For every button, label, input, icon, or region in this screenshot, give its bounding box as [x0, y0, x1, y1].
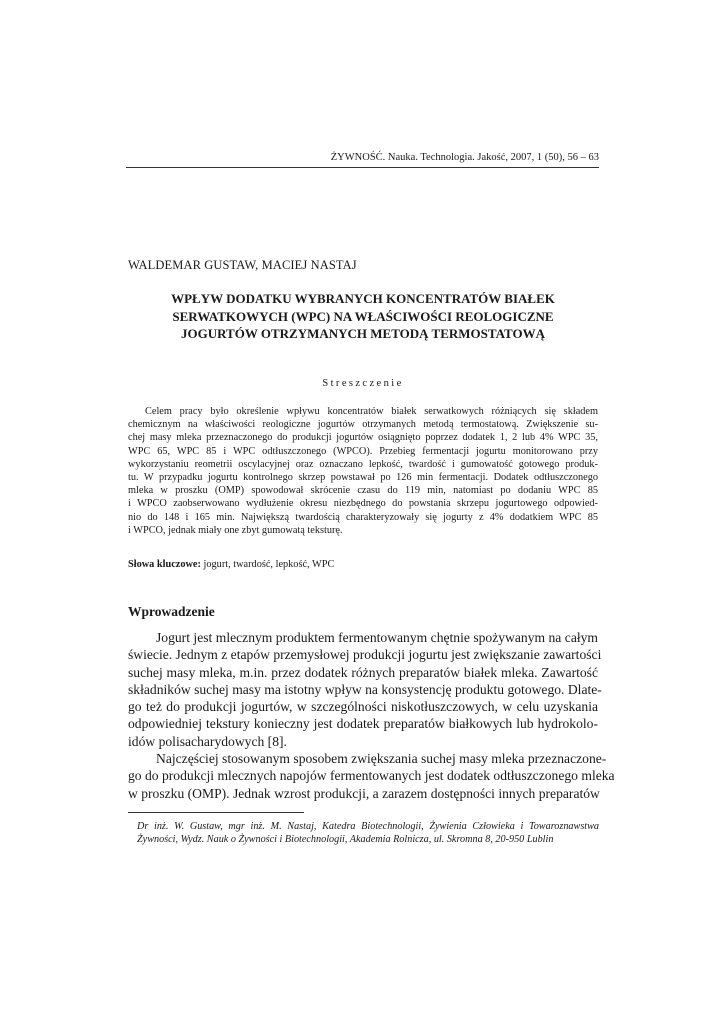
keywords [128, 558, 598, 571]
keywords-label: Słowa kluczowe: [128, 559, 201, 570]
abstract-line: i WPCO, jednak miały one zbyt gumowatą teksturę. [128, 524, 343, 536]
section-title: Wprowadzenie [128, 604, 215, 619]
title-line: SERWATKOWYCH (WPC) NA WŁAŚCIWOŚCI REOLOGICZNE [172, 308, 554, 324]
authors: WALDEMAR GUSTAW, MACIEJ NASTAJ [128, 258, 357, 272]
paragraph-line: go też do produkcji jogurtów, w szczególności niskotłuszczowych, w celu uzyskania [128, 699, 598, 715]
footnote-line: Żywności, Wydz. Nauk o Żywności i Biotechnologii, Akademia Rolnicza, ul. Skromna 8, 20-950 Lublin [137, 834, 554, 845]
abstract-line: mleka w proszku (OMP) spowodował skrócenie czasu do 119 min, natomiast po dodaniu WPC 85 [128, 485, 598, 497]
paragraph-line: Najczęściej stosowanym sposobem zwiększania suchej masy mleka przeznaczone- [156, 751, 607, 767]
footnote-line: Dr inż. W. Gustaw, mgr inż. M. Nastaj, Katedra Biotechnologii, Żywienia Człowieka i Towaroznawstwa [137, 821, 599, 832]
abstract-heading: Streszczenie [322, 378, 404, 389]
abstract-line: chej masy mleka przeznaczonego do produkcji jogurtów osiągnięto poprzez dodatek 1, 2 lub 4% WPC 35, [128, 432, 598, 444]
abstract [128, 405, 598, 537]
journal-citation: ŻYWNOŚĆ. Nauka. Technologia. Jakość, 2007, 1 (50), 56 – 63 [330, 152, 599, 163]
paragraph-line: suchej masy mleka, m.in. przez dodatek różnych preparatów białek mleka. Zawartość [128, 664, 598, 680]
paragraph-line: świecie. Jednym z etapów przemysłowej produkcji jogurtu jest zwiększanie zawartości [128, 647, 602, 663]
running-header [126, 151, 599, 168]
abstract-line: Celem pracy było określenie wpływu koncentratów białek serwatkowych różniących się składem [145, 406, 598, 417]
paragraph-line: składników suchej masy ma istotny wpływ na konsystencję produktu gotowego. Dlate- [128, 681, 602, 697]
author-affiliation-footnote [137, 820, 599, 846]
paragraph-line: idów polisacharydowych [8]. [128, 733, 287, 749]
abstract-line: tu. W przypadku jogurtu kontrolnego skrzep powstawał po 126 min fermentacji. Dodatek odtłuszczonego [128, 471, 598, 483]
footnote-divider [128, 812, 304, 813]
paragraph-line: w proszku (OMP). Jednak wzrost produkcji, a zarazem dostępności innych preparatów [128, 785, 600, 801]
abstract-line: i WPCO zaobserwowano wydłużenie okresu niezbędnego do powstania skrzepu jogurtowego odpowied- [128, 498, 598, 510]
paragraph-line: Jogurt jest mlecznym produktem fermentowanym chętnie spożywanym na całym [156, 630, 598, 645]
keywords-text: jogurt, twardość, lepkość, WPC [203, 559, 335, 570]
abstract-line: wykorzystaniu reometrii oscylacyjnej oraz oznaczano lepkość, twardość i gumowatość gotowego produk- [128, 458, 598, 470]
article-title [128, 290, 598, 343]
title-line: JOGURTÓW OTRZYMANYCH METODĄ TERMOSTATOWĄ [181, 326, 545, 341]
paragraph-line: odpowiedniej tekstury konieczny jest dodatek preparatów białkowych lub hydrokolo- [128, 716, 598, 732]
abstract-line: WPC 65, WPC 85 i WPC odtłuszczonego (WPCO). Przebieg fermentacji jogurtu monitorowano przy [128, 445, 598, 457]
paragraph-line: go do produkcji mlecznych napojów fermentowanych jest dodatek odtłuszczonego mleka [128, 768, 615, 784]
abstract-line: chemicznym na właściwości reologiczne jogurtów otrzymanych metodą termostatową. Zwiększenie su- [128, 419, 598, 431]
abstract-line: nio do 148 i 165 min. Największą twardością charakteryzowały się jogurty z 4% dodatkiem WPC 85 [128, 511, 598, 523]
body-text [128, 629, 615, 802]
title-line: WPŁYW DODATKU WYBRANYCH KONCENTRATÓW BIAŁEK [171, 291, 555, 306]
